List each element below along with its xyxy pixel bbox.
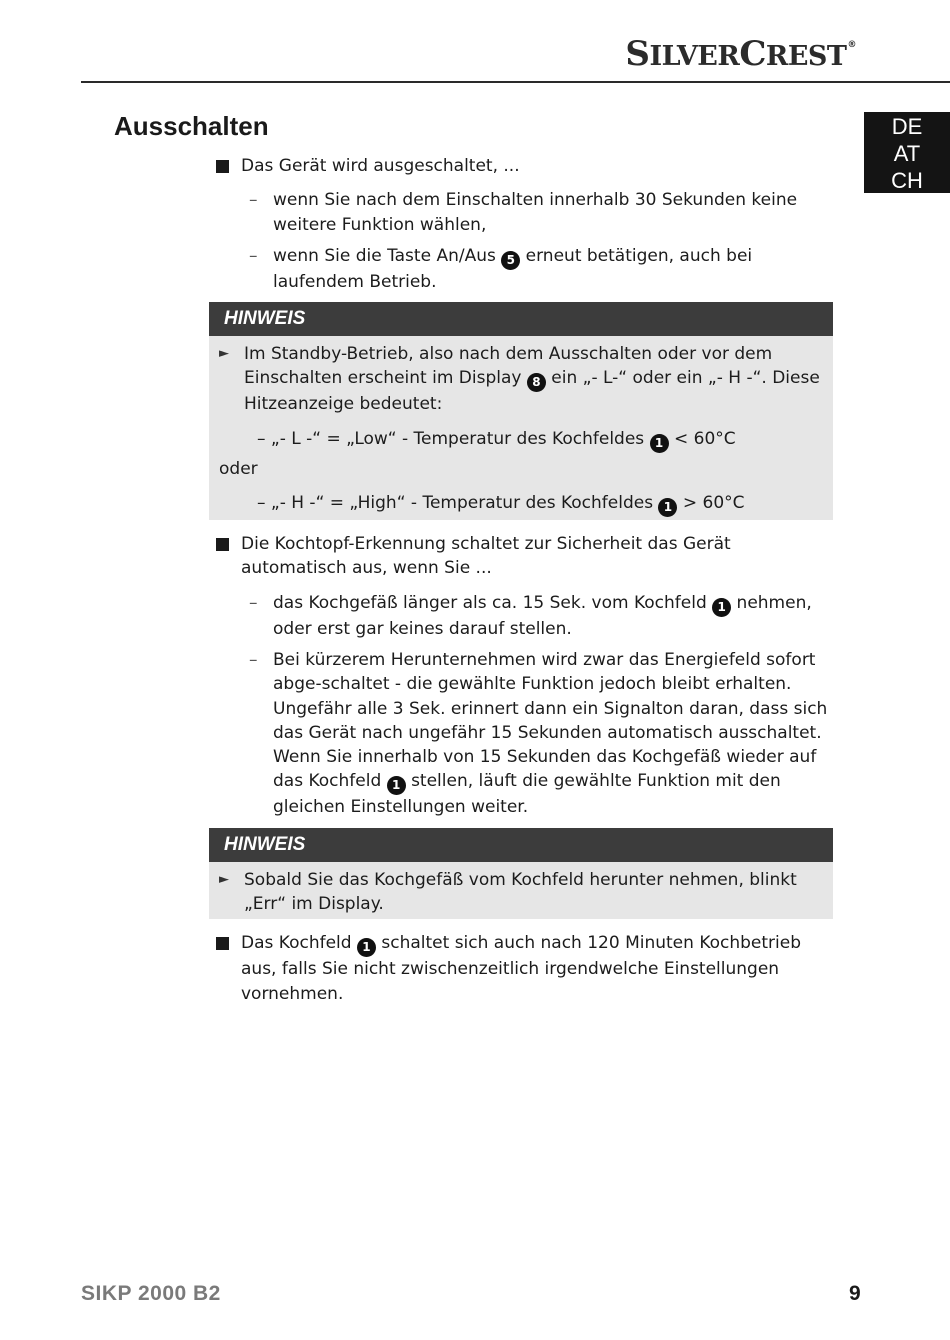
dash-text: Bei kürzerem Herunternehmen wird zwar das Energiefeld sofort abge-schaltet - die gewählte Funktion jedoch bleibt erhalten. Ungefähr alle 3 Sek. erinnert dann ein Signalton daran, dass sich das Gerät nach ungefähr 15 Sekunden automatisch ausschaltet. Wenn Sie innerhalb von 15 Sekunden das Kochgefäß wieder auf das Kochfeld (273, 649, 828, 792)
logo-text: ILVER (649, 41, 740, 72)
note-body (209, 862, 833, 920)
note-text: ein „- L-“ oder ein „- H -“. Diese Hitzeanzeige bedeutet: (244, 368, 820, 415)
arrow-right-icon: ► (219, 346, 229, 362)
note-text: Im Standby-Betrieb, also nach dem Ausschalten oder vor dem Einschalten erscheint im Display (244, 344, 773, 389)
note-body (209, 336, 833, 520)
language-code: AT (893, 141, 921, 166)
bullet-text: schaltet sich auch nach 120 Minuten Kochbetrieb aus, falls Sie nicht zwischenzeitlich irgendwelche Einstellungen vornehmen. (241, 933, 802, 1004)
oder-text: oder (219, 458, 258, 479)
language-tab (864, 112, 950, 193)
temperature-line-high (219, 491, 823, 517)
temperature-value: > 60°C (682, 493, 745, 514)
language-code: DE (891, 114, 923, 139)
language-code: CH (891, 168, 923, 193)
dash-icon: – (249, 592, 258, 613)
dash-icon: – (249, 649, 258, 670)
footer-model-number: SIKP 2000 B2 (81, 1282, 221, 1305)
bullet-item (209, 154, 833, 178)
square-bullet-icon (216, 538, 229, 551)
logo-letter: S (625, 34, 650, 74)
logo-text: REST (765, 41, 847, 72)
dash-item (209, 244, 833, 294)
bullet-text: Das Kochfeld (241, 933, 352, 954)
dash-item (209, 591, 833, 641)
reference-number-icon: 1 (357, 938, 376, 957)
dash-item (209, 648, 833, 820)
temperature-text: – „- L -“ = „Low“ - Temperatur des Kochfeldes (257, 428, 645, 449)
note-item (219, 868, 823, 917)
note-heading: HINWEIS (209, 302, 833, 336)
reference-number-icon: 1 (650, 434, 669, 453)
temperature-line-low (219, 427, 823, 453)
temperature-value: < 60°C (673, 428, 736, 449)
dash-text: erneut betätigen, auch bei laufendem Betrieb. (273, 245, 753, 292)
header-rule (81, 81, 950, 83)
note-heading: HINWEIS (209, 828, 833, 862)
note-box (209, 828, 833, 920)
dash-text: stellen, läuft die gewählte Funktion mit den gleichen Einstellungen weiter. (273, 771, 781, 818)
registered-mark: ® (847, 40, 856, 50)
dash-text: wenn Sie nach dem Einschalten innerhalb 30 Sekunden keine weitere Funktion wählen, (273, 190, 798, 235)
dash-item (209, 188, 833, 237)
bullet-text: Das Gerät wird ausgeschaltet, ... (241, 156, 520, 176)
logo-letter: C (739, 34, 766, 74)
dash-icon: – (249, 245, 258, 266)
note-box (209, 302, 833, 520)
note-text: Sobald Sie das Kochgefäß vom Kochfeld herunter nehmen, blinkt „Err“ im Display. (244, 869, 797, 915)
arrow-right-icon: ► (219, 871, 229, 887)
bullet-item (209, 532, 833, 581)
reference-number-icon: 5 (501, 251, 520, 270)
main-content (209, 154, 833, 1006)
temperature-text: – „- H -“ = „High“ - Temperatur des Kochfeldes (257, 493, 654, 514)
reference-number-icon: 1 (387, 776, 406, 795)
dash-text: wenn Sie die Taste An/Aus (273, 245, 496, 266)
section-title: Ausschalten (114, 111, 269, 141)
silvercrest-logo (625, 34, 856, 74)
reference-number-icon: 8 (527, 373, 546, 392)
dash-icon: – (249, 190, 258, 211)
square-bullet-icon (216, 937, 229, 950)
page-number: 9 (849, 1282, 861, 1305)
bullet-item (209, 931, 833, 1006)
dash-text: nehmen, oder erst gar keines darauf stellen. (273, 592, 812, 639)
reference-number-icon: 1 (712, 598, 731, 617)
bullet-text: Die Kochtopf-Erkennung schaltet zur Sicherheit das Gerät automatisch aus, wenn Sie ... (241, 534, 731, 579)
note-item (219, 342, 823, 417)
square-bullet-icon (216, 160, 229, 173)
dash-text: das Kochgefäß länger als ca. 15 Sek. vom Kochfeld (273, 592, 707, 613)
reference-number-icon: 1 (658, 498, 677, 517)
